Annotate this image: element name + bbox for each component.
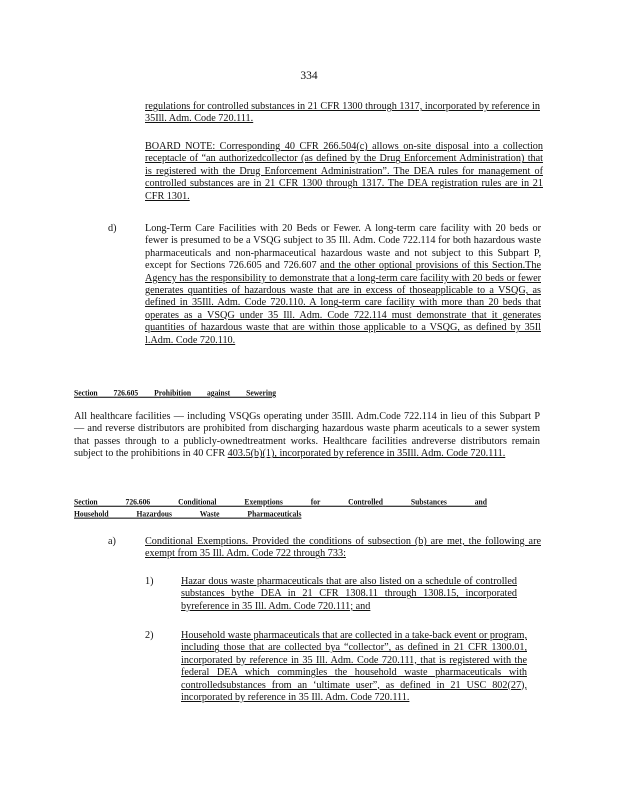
item-2-text: Household waste pharmaceuticals that are collected in a take-back event or program, including those that are collected bya “collector”, as defined in 21 CFR 1300.01, incorporated by reference in 35 Ill. Adm. Code 720.111, that is registered with the federal DEA which commingles the household waste pharmaceuticals with controlledsubstances from an ‘ultimate user”, as defined in 21 USC 802(27), incorporated by reference in 35 Ill. Adm. Code 720.111. <box>181 630 527 704</box>
section-726-606-heading: Section 726.606 Conditional Exemptions for Controlled Substances and Household Hazardous Waste Pharmaceuticals <box>74 497 487 519</box>
item-a-label: a) <box>108 536 116 547</box>
item-d-plain-text: Long-Term Care Facilities with 20 Beds or Fewer. A long-term care facility with 20 beds or fewer is presumed to be a VSQG subject to 35 Ill. Adm. Code 722.114 for both hazardous waste pharmaceuticals and non-pharmaceutical hazardous waste and not subject to this Subpart P, except for Sections 726.605 and 726.607 <box>145 223 541 272</box>
item-d-label: d) <box>108 223 117 234</box>
item-2-label: 2) <box>145 630 154 641</box>
section-726-605-amended-text: 403.5(b)(1), incorporated by reference in 35Ill. Adm. Code 720.111. <box>227 448 506 460</box>
continued-paragraph: regulations for controlled substances in 21 CFR 1300 through 1317, incorporated by reference in 35Ill. Adm. Code 720.111. <box>145 101 540 125</box>
item-a-text: Conditional Exemptions. Provided the conditions of subsection (b) are met, the following are exempt from 35 Ill. Adm. Code 722 through 733: <box>145 536 541 560</box>
page-number: 334 <box>300 70 318 82</box>
section-726-605-heading: Section 726.605 Prohibition against Sewering <box>74 388 277 398</box>
item-d-text <box>145 223 541 347</box>
section-726-605-body <box>74 411 540 461</box>
board-note: BOARD NOTE: Corresponding 40 CFR 266.504(c) allows on-site disposal into a collection receptacle of “an authorizedcollector (as defined by the Drug Enforcement Administration) that is registered with the Drug Enforcement Administration”. The DEA rules for management of controlled substances are in 21 CFR 1300 through 1317. The DEA registration rules are in 21 CFR 1301. <box>145 141 543 202</box>
item-1-text: Hazar dous waste pharmaceuticals that are also listed on a schedule of controlled substances bythe DEA in 21 CFR 1308.11 through 1308.15, incorporated byreference in 35 Ill. Adm. Code 720.111; and <box>181 576 517 612</box>
item-1-label: 1) <box>145 576 154 587</box>
section-726-605-body-text: All healthcare facilities — including VSQGs operating under 35Ill. Adm.Code 722.114 in lieu of this Subpart P — and reverse distributors are prohibited from discharging hazardous waste pharm aceuticals to a sewer system that passes through to a publicly-ownedtreatment works. Healthcare facilities andreverse distributors remain subject to the prohibitions in 40 CFR <box>74 411 540 460</box>
item-d-amended-text: and the other optional provisions of this Section.The Agency has the responsibility to demonstrate that a long-term care facility with 20 beds or fewer generates quantities of hazardous waste that are in excess of thoseapplicable to a VSQG, as defined in 35Ill. Adm. Code 720.110. A long-term care facility with more than 20 beds that operates as a VSQG under 35 Ill. Adm. Code 722.114 must demonstrate that it generates quantities of hazardous waste that are within those applicable to a VSQG, as defined by 35Il l.Adm. Code 720.110. <box>145 260 542 346</box>
